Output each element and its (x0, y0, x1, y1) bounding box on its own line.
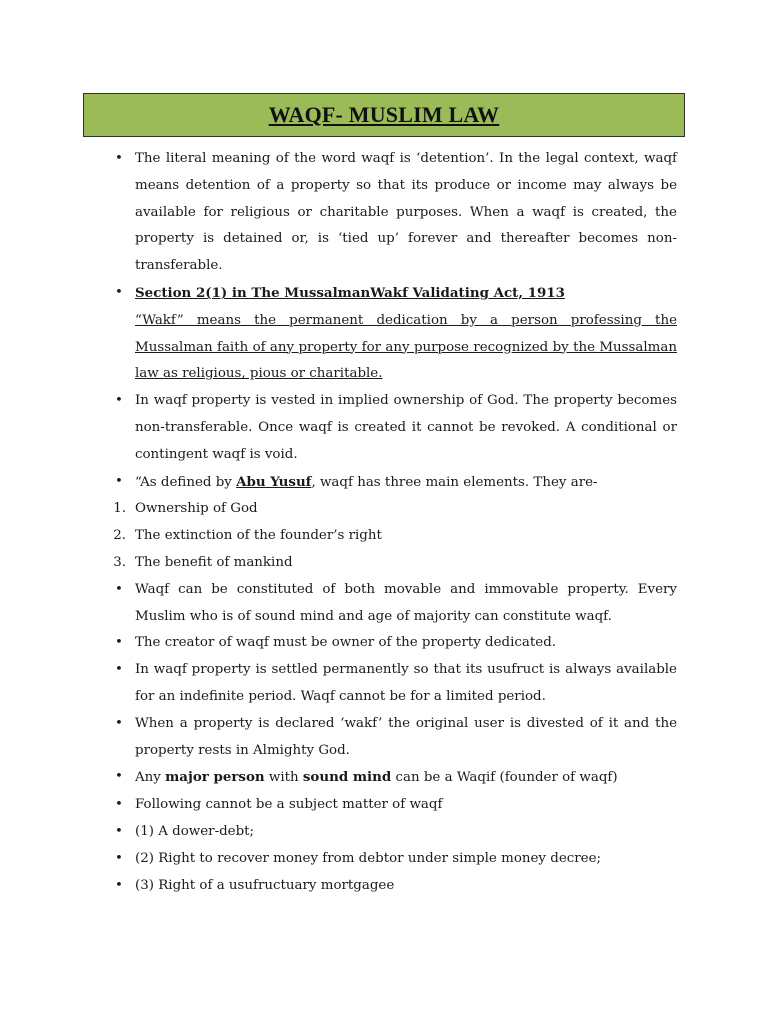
list-item-recover-money (113, 846, 677, 873)
bullet-icon: • (115, 823, 123, 839)
list-item-declared (113, 711, 677, 765)
bullet-icon: • (115, 662, 123, 678)
bullet-icon: • (115, 393, 123, 409)
page-title: WAQF- MUSLIM LAW (268, 102, 500, 127)
numbered-item (113, 550, 677, 577)
abu-prefix: “As defined by (135, 474, 237, 490)
major-person-text: major person (165, 769, 265, 786)
abu-yusuf-name: Abu Yusuf (236, 473, 312, 490)
list-item-following (113, 792, 677, 819)
bullet-icon: • (115, 797, 123, 813)
title-banner (83, 93, 685, 137)
paragraph-text: (1) A dower-debt; (135, 823, 255, 839)
paragraph-text: Following cannot be a subject matter of waqf (135, 797, 443, 813)
list-item-dower-debt (113, 819, 677, 846)
list-item-settled (113, 657, 677, 711)
list-item-vested (113, 388, 677, 468)
paragraph-text: The creator of waqf must be owner of the property dedicated. (135, 635, 557, 651)
list-item-movable (113, 577, 677, 631)
bullet-icon: • (115, 284, 123, 300)
bullet-icon: • (115, 635, 123, 651)
list-item-usufructuary (113, 873, 677, 900)
bullet-icon: • (115, 769, 123, 785)
document-body (113, 146, 677, 899)
list-item-literal-meaning (113, 146, 677, 280)
bullet-icon: • (115, 715, 123, 731)
item-number: 2. (113, 528, 126, 544)
section-definition-text: “Wakf” means the permanent dedication by a person professing the Mussalman faith of any property for any purpose recognized by the Mussalman law as religious, pious or charitable. (135, 312, 677, 382)
list-item-section (113, 280, 677, 308)
paragraph-text: (3) Right of a usufructuary mortgagee (135, 877, 395, 893)
paragraph-text: In waqf property is settled permanently so that its usufruct is always available for an indefinite period. Waqf cannot be for a limited period. (135, 662, 677, 704)
list-item-creator (113, 630, 677, 657)
numbered-item (113, 523, 677, 550)
paragraph-text: In waqf property is vested in implied ownership of God. The property becomes non-transferable. Once waqf is created it cannot be revoked. A conditional or contingent waqf is void. (135, 393, 677, 462)
numbered-item (113, 496, 677, 523)
item-number: 1. (113, 501, 126, 517)
bullet-icon: • (115, 473, 123, 489)
paragraph-text: The literal meaning of the word waqf is ‘detention’. In the legal context, waqf means detention of a property so that its produce or income may always be available for religious or charitable purposes. When a waqf is created, the property is detained or, is ‘tied up’ forever and thereafter becomes non-transferable. (135, 151, 677, 274)
text-run: with (264, 770, 303, 786)
numbered-text: The extinction of the founder’s right (135, 528, 382, 544)
text-run: can be a Waqif (founder of waqf) (391, 770, 618, 786)
abu-suffix: , waqf has three main elements. They are- (311, 474, 598, 490)
sound-mind-text: sound mind (302, 769, 392, 786)
numbered-text: Ownership of God (135, 501, 258, 517)
section-heading: Section 2(1) in The MussalmanWakf Validating Act, 1913 (135, 284, 565, 301)
bullet-icon: • (115, 581, 123, 597)
paragraph-text: (2) Right to recover money from debtor under simple money decree; (135, 850, 602, 866)
numbered-text: The benefit of mankind (135, 554, 293, 570)
bullet-icon: • (115, 850, 123, 866)
list-item-major-person (113, 764, 677, 792)
section-definition (113, 308, 677, 388)
text-run: Any (135, 770, 166, 786)
bullet-icon: • (115, 877, 123, 893)
bullet-icon: • (115, 151, 123, 166)
paragraph-text: When a property is declared ‘wakf’ the original user is divested of it and the property rests in Almighty God. (135, 715, 677, 758)
item-number: 3. (113, 554, 126, 570)
list-item-abu-yusuf (113, 469, 677, 497)
paragraph-text: Waqf can be constituted of both movable and immovable property. Every Muslim who is of sound mind and age of majority can constitute waqf. (135, 581, 677, 624)
